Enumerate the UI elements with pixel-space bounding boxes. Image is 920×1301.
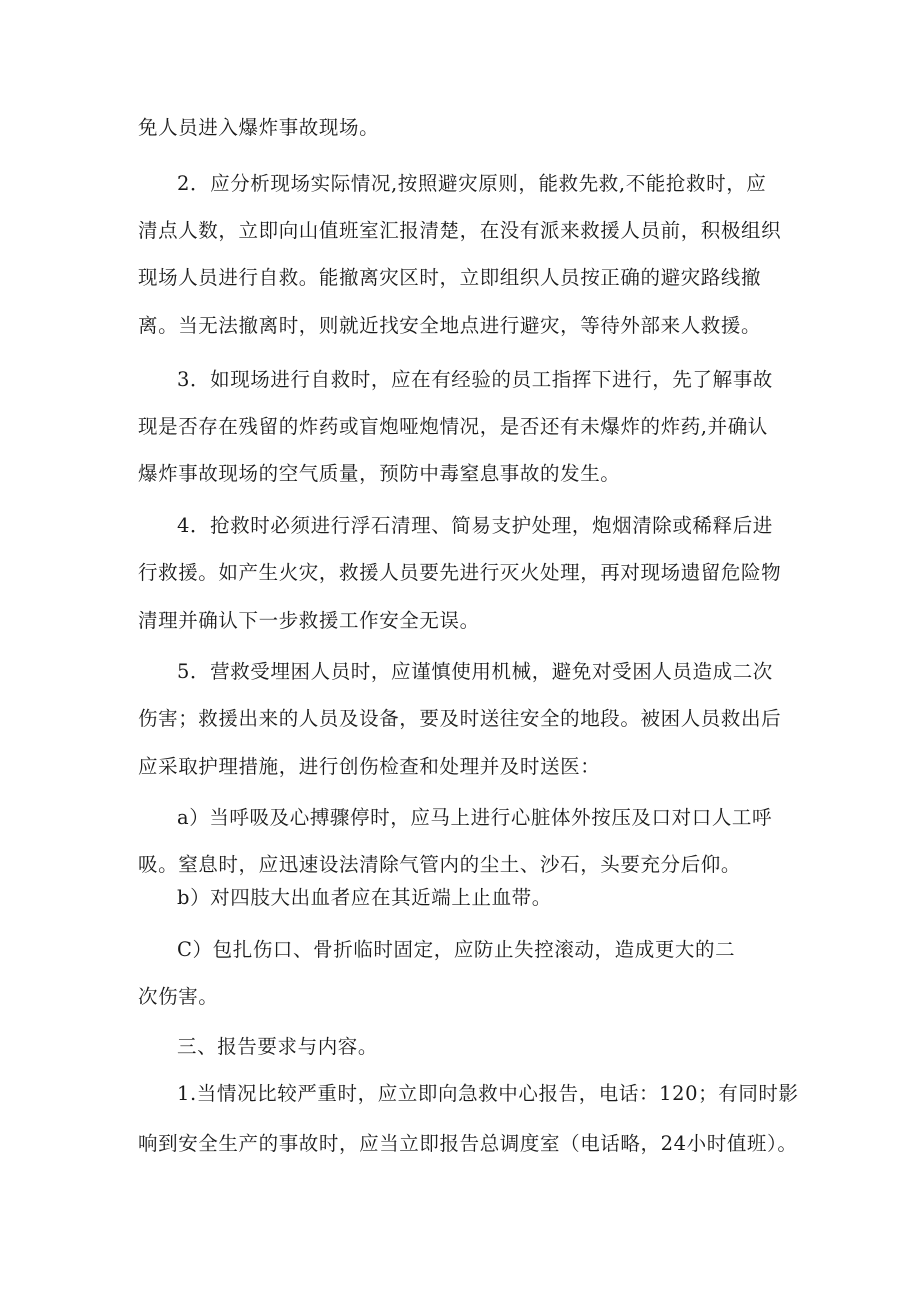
text-line: 响到安全生产的事故时，应当立即报告总调度室（电话略，24小时值班）。 [138, 1132, 798, 1155]
text-line: 4．抢救时必须进行浮石清理、简易支护处理，炮烟清除或稀释后进 [177, 514, 773, 537]
text-line: 5．营救受埋困人员时，应谨慎使用机械，避免对受困人员造成二次 [177, 660, 773, 683]
text-line: 1.当情况比较严重时，应立即向急救中心报告，电话：120；有同时影 [177, 1082, 799, 1105]
text-line: 次伤害。 [138, 985, 219, 1008]
text-line: 伤害；救援出来的人员及设备，要及时送往安全的地段。被困人员救出后 [138, 707, 782, 730]
text-line: 清点人数，立即向山值班室汇报清楚，在没有派来救援人员前，积极组织 [138, 219, 782, 242]
text-line: 免人员进入爆炸事故现场。 [138, 116, 380, 139]
text-line: 行救援。如产生火灾，救援人员要先进行灭火处理，再对现场遗留危险物 [138, 561, 782, 584]
text-line: C）包扎伤口、骨折临时固定，应防止失控滚动，造成更大的二 [177, 938, 736, 961]
text-line: 现是否存在残留的炸药或盲炮哑炮情况，是否还有未爆炸的炸药,并确认 [138, 415, 768, 438]
text-line: b）对四肢大出血者应在其近端上止血带。 [177, 886, 552, 909]
text-line: 清理并确认下一步救援工作安全无误。 [138, 609, 480, 632]
text-line: a）当呼吸及心搏骤停时，应马上进行心脏体外按压及口对口人工呼 [177, 806, 773, 829]
text-line: 离。当无法撤离时，则就近找安全地点进行避灾，等待外部来人救援。 [138, 314, 762, 337]
text-line: 应采取护理措施，进行创伤检查和处理并及时送医： [138, 755, 601, 778]
text-line: 2．应分析现场实际情况,按照避灾原则，能救先救,不能抢救时，应 [177, 172, 767, 195]
section-heading: 三、报告要求与内容。 [177, 1035, 379, 1058]
text-line: 爆炸事故现场的空气质量，预防中毒窒息事故的发生。 [138, 462, 621, 485]
text-line: 现场人员进行自救。能撤离灾区时，立即组织人员按正确的避灾路线撤 [138, 266, 762, 289]
text-line: 3．如现场进行自救时，应在有经验的员工指挥下进行，先了解事故 [177, 368, 773, 391]
text-line: 吸。窒息时，应迅速设法清除气管内的尘土、沙石，头要充分后仰。 [138, 853, 742, 876]
